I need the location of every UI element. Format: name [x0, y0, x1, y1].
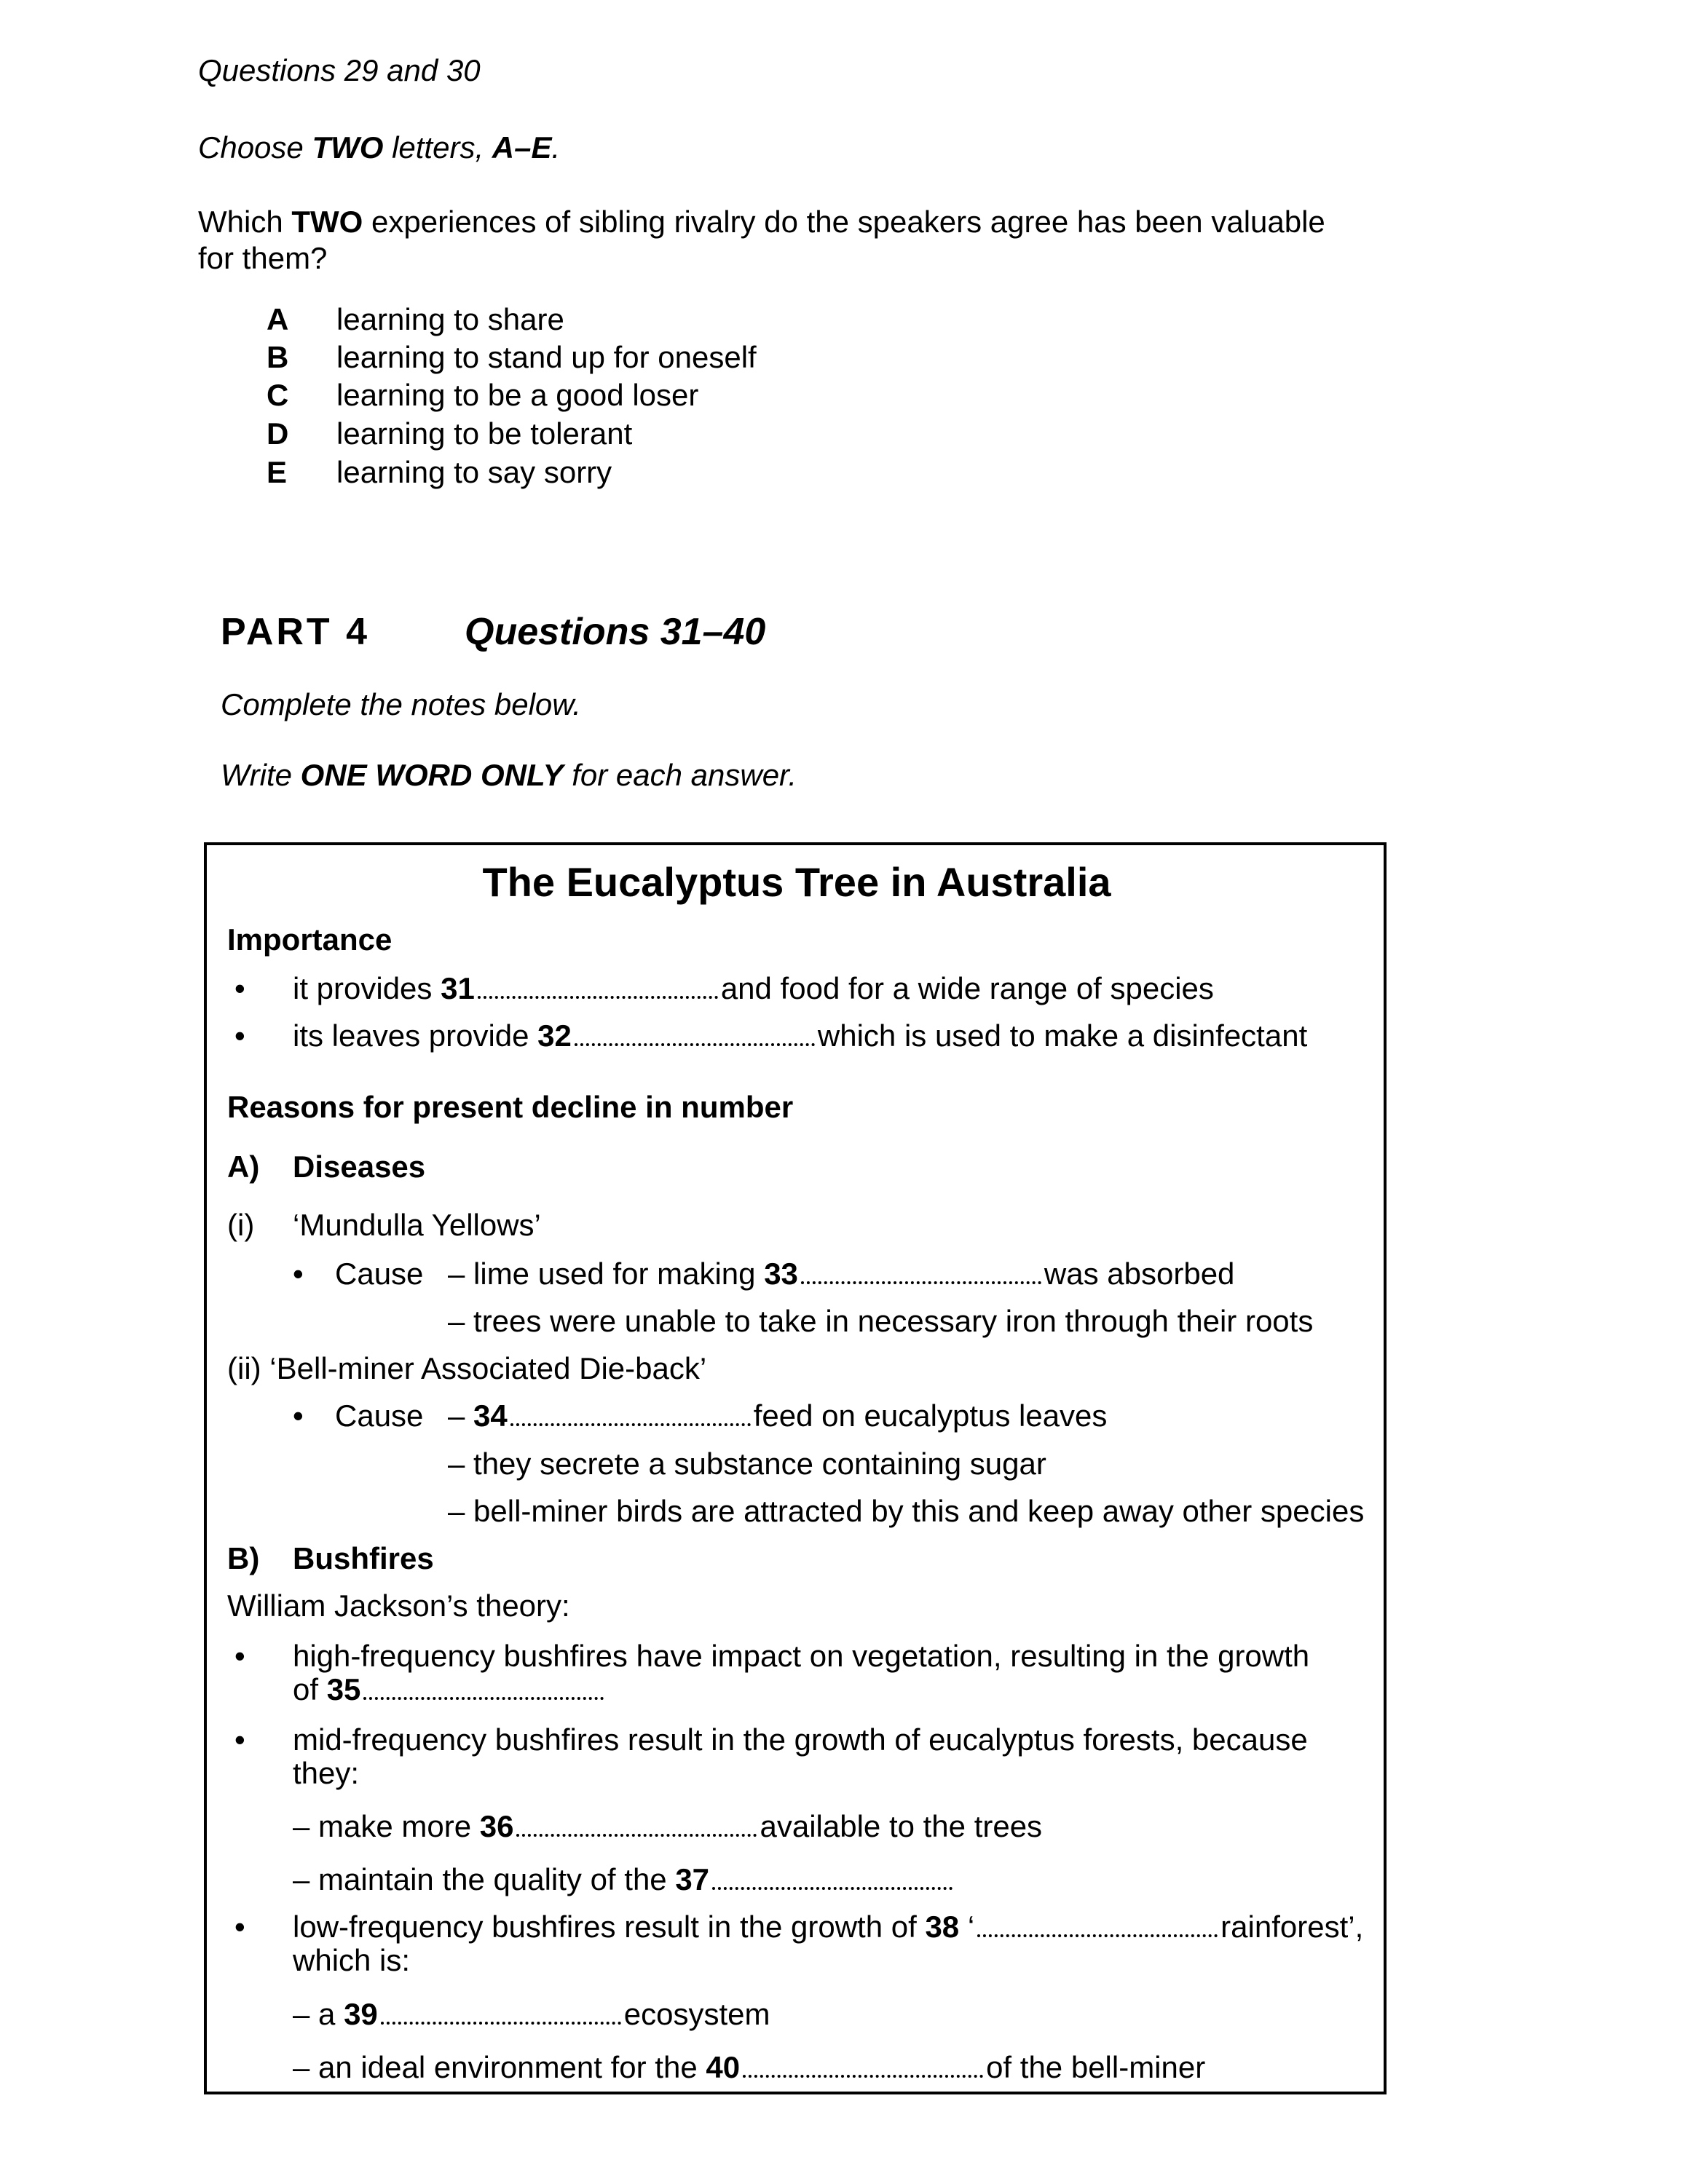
bushfires-label: B)	[227, 1541, 260, 1575]
option-text: learning to stand up for oneself	[336, 340, 757, 374]
answer-blank-40[interactable]	[743, 2075, 983, 2078]
bullet-icon: •	[234, 1722, 245, 1757]
high-frequency-line1: high-frequency bushfires have impact on vegetation, resulting in the growth	[293, 1639, 1310, 1673]
note-q34	[448, 1398, 1107, 1434]
note-q33	[448, 1256, 1234, 1292]
note-text: of the bell-miner	[986, 2050, 1206, 2084]
bullet-icon: •	[234, 1018, 245, 1053]
instruction-text: .	[551, 130, 561, 165]
option-text: learning to say sorry	[336, 455, 612, 489]
question-number: 35	[326, 1672, 361, 1706]
note-text: – make more	[293, 1809, 480, 1843]
question-number: 37	[675, 1862, 710, 1896]
note-text: available to the trees	[760, 1809, 1043, 1843]
note-text: its leaves provide	[293, 1018, 538, 1053]
bushfires-heading: Bushfires	[293, 1541, 434, 1575]
question-text-part: Which	[198, 205, 292, 239]
cause-label: Cause	[335, 1398, 424, 1433]
question-number: 34	[473, 1398, 508, 1433]
mundulla-cause-line2: – trees were unable to take in necessary iron through their roots	[448, 1304, 1314, 1338]
bellminer-cause-line2: – they secrete a substance containing sugar	[448, 1447, 1046, 1481]
note-q31	[293, 970, 1214, 1007]
instruction-text: for each answer.	[563, 758, 797, 792]
instruction-text: Write	[221, 758, 301, 792]
note-q36	[293, 1808, 1042, 1845]
theory-label: William Jackson’s theory:	[227, 1588, 570, 1623]
question-text-line2: for them?	[198, 241, 328, 275]
note-text: was absorbed	[1044, 1257, 1235, 1291]
note-text: –	[448, 1398, 474, 1433]
bellminer-cause-line3: – bell-miner birds are attracted by this and keep away other species	[448, 1494, 1365, 1528]
mid-frequency-line2: they:	[293, 1756, 360, 1790]
question-number: 36	[479, 1809, 514, 1843]
note-text: ‘	[959, 1910, 975, 1944]
option-letter: E	[267, 455, 288, 489]
question-number: 39	[344, 1997, 378, 2031]
notes-title: The Eucalyptus Tree in Australia	[482, 859, 1111, 905]
answer-blank-37[interactable]	[712, 1887, 953, 1890]
note-text: rainforest’,	[1220, 1910, 1364, 1944]
option-text: learning to be tolerant	[336, 416, 633, 451]
question-text	[198, 204, 1325, 240]
option-letter: C	[267, 378, 289, 412]
questions-31-40-label: Questions 31–40	[465, 611, 766, 653]
answer-blank-33[interactable]	[801, 1281, 1041, 1284]
option-letter: D	[267, 416, 289, 451]
note-text: of	[293, 1672, 327, 1706]
note-q37	[293, 1861, 955, 1898]
question-number: 38	[925, 1910, 960, 1944]
option-text: learning to be a good loser	[336, 378, 699, 412]
mid-frequency-line1: mid-frequency bushfires result in the growth of eucalyptus forests, because	[293, 1722, 1308, 1757]
note-q35	[293, 1671, 607, 1708]
part-4-label: PART 4	[221, 611, 371, 653]
note-text: low-frequency bushfires result in the growth of	[293, 1910, 926, 1944]
instruction-bold: A–E	[492, 130, 552, 165]
note-text: and food for a wide range of species	[720, 971, 1214, 1005]
question-number: 33	[764, 1257, 798, 1291]
option-letter: B	[267, 340, 289, 374]
question-bold: TWO	[291, 205, 363, 239]
question-number: 40	[706, 2050, 741, 2084]
note-text: – an ideal environment for the	[293, 2050, 706, 2084]
diseases-label: A)	[227, 1150, 260, 1184]
question-text-part: experiences of sibling rivalry do the speakers agree has been valuable	[363, 205, 1325, 239]
mundulla-label: (i)	[227, 1208, 255, 1242]
instruction-text: Choose	[198, 130, 312, 165]
answer-blank-39[interactable]	[381, 2022, 621, 2025]
bellminer-heading: (ii) ‘Bell-miner Associated Die-back’	[227, 1351, 707, 1385]
note-text: – lime used for making	[448, 1257, 765, 1291]
answer-blank-38[interactable]	[977, 1934, 1218, 1937]
instruction-text: letters,	[383, 130, 492, 165]
answer-blank-32[interactable]	[575, 1043, 815, 1046]
complete-notes-instruction: Complete the notes below.	[221, 687, 581, 721]
word-limit-instruction	[221, 757, 797, 794]
bullet-icon: •	[293, 1257, 304, 1291]
bullet-icon: •	[234, 1639, 245, 1673]
importance-heading: Importance	[227, 922, 393, 957]
questions-29-30-heading: Questions 29 and 30	[198, 53, 481, 87]
note-q38	[293, 1909, 1363, 1945]
answer-blank-34[interactable]	[510, 1423, 751, 1426]
option-letter: A	[267, 302, 289, 336]
bullet-icon: •	[234, 971, 245, 1005]
bullet-icon: •	[234, 1910, 245, 1944]
instruction-bold: ONE WORD ONLY	[300, 758, 564, 792]
low-frequency-line2: which is:	[293, 1943, 411, 1977]
note-q40	[293, 2049, 1205, 2086]
note-text: it provides	[293, 971, 441, 1005]
mundulla-name: ‘Mundulla Yellows’	[293, 1208, 541, 1242]
reasons-heading: Reasons for present decline in number	[227, 1090, 794, 1124]
note-q32	[293, 1018, 1307, 1054]
option-text: learning to share	[336, 302, 564, 336]
answer-blank-36[interactable]	[516, 1834, 757, 1837]
note-text: ecosystem	[623, 1997, 770, 2031]
answer-blank-35[interactable]	[363, 1697, 604, 1700]
note-text: which is used to make a disinfectant	[817, 1018, 1308, 1053]
note-text: – maintain the quality of the	[293, 1862, 676, 1896]
note-text: feed on eucalyptus leaves	[753, 1398, 1108, 1433]
cause-label: Cause	[335, 1257, 424, 1291]
choose-two-instruction	[198, 130, 560, 166]
diseases-heading: Diseases	[293, 1150, 426, 1184]
question-number: 32	[537, 1018, 572, 1053]
note-q39	[293, 1996, 770, 2033]
question-number: 31	[441, 971, 475, 1005]
bullet-icon: •	[293, 1398, 304, 1433]
note-text: – a	[293, 1997, 344, 2031]
instruction-bold: TWO	[312, 130, 384, 165]
answer-blank-31[interactable]	[478, 996, 718, 999]
